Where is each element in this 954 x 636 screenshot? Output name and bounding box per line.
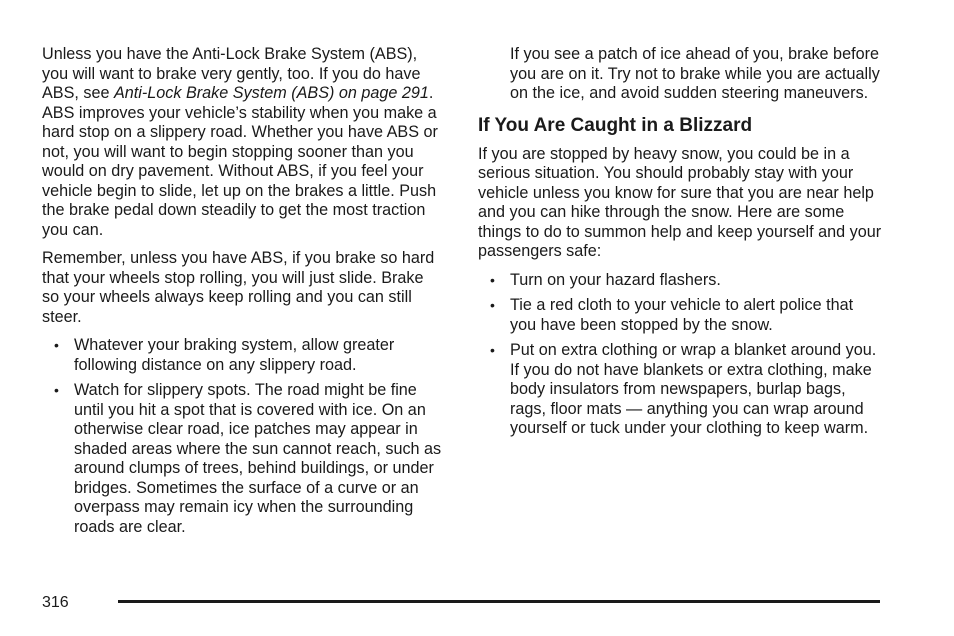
- list-item-text: Watch for slippery spots. The road might be fine until you hit a spot that is covered with ice. On an otherwise clear road, ice patches may appear in shaded areas where the sun cannot reach, such as around clumps of trees, behind buildings, or under bridges. Sometimes the surface of a curve or an overpass may remain icy when the surrounding roads are clear.: [74, 381, 442, 536]
- left-column: [42, 45, 442, 543]
- abs-paragraph-text-2: . ABS improves your vehicle’s stability when you make a hard stop on a slippery road. Whether you have ABS or not, you will want to begin stopping sooner than you would on dry pavement. Without ABS, if you feel your vehicle begin to slide, let up on the brakes a little. Push the brake pedal down steadily to get the most traction you can.: [42, 84, 438, 239]
- right-bullet-list: [478, 271, 883, 439]
- list-item: [42, 336, 442, 375]
- blizzard-intro-paragraph: If you are stopped by heavy snow, you could be in a serious situation. You should probably stay with your vehicle unless you know for sure that you are near help and you can hike through the snow. Here are some things to do to summon help and keep yourself and your passengers safe:: [478, 144, 882, 260]
- list-item: [478, 341, 883, 439]
- bullet-icon: •: [54, 382, 59, 398]
- list-item: [42, 381, 442, 537]
- list-item-text: Turn on your hazard flashers.: [510, 270, 721, 289]
- bullet-icon: •: [490, 297, 495, 313]
- list-item-text: Put on extra clothing or wrap a blanket around you. If you do not have blankets or extra clothing, make body insulators from newspapers, burlap bags, rags, floor mats — anything you can wrap around yourself or tuck under your clothing to keep warm.: [510, 341, 877, 437]
- remember-paragraph: Remember, unless you have ABS, if you brake so hard that your wheels stop rolling, you will just slide. Brake so your wheels always keep rolling and you can still steer.: [42, 249, 435, 326]
- right-column: [478, 45, 883, 445]
- abs-paragraph-text-1: Unless you have the Anti-Lock Brake System (ABS), you will want to brake very gently, too. If you do have ABS, see: [42, 45, 421, 102]
- footer-divider: [118, 600, 880, 603]
- list-item-text: Whatever your braking system, allow greater following distance on any slippery road.: [74, 336, 395, 374]
- bullet-icon: •: [54, 337, 59, 353]
- list-item-text: Tie a red cloth to your vehicle to alert police that you have been stopped by the snow.: [510, 296, 854, 334]
- bullet-icon: •: [490, 271, 495, 288]
- list-item: [478, 296, 883, 335]
- page-number: 316: [42, 594, 69, 611]
- ice-continued-paragraph: If you see a patch of ice ahead of you, brake before you are on it. Try not to brake while you are actually on the ice, and avoid sudden steering maneuvers.: [510, 45, 880, 102]
- list-item: [478, 271, 883, 291]
- left-bullet-list: [42, 336, 442, 537]
- bullet-icon: •: [490, 342, 495, 358]
- section-heading: If You Are Caught in a Blizzard: [478, 114, 753, 136]
- abs-page-reference: Anti-Lock Brake System (ABS) on page 291: [113, 84, 429, 102]
- abs-paragraph: [42, 45, 442, 240]
